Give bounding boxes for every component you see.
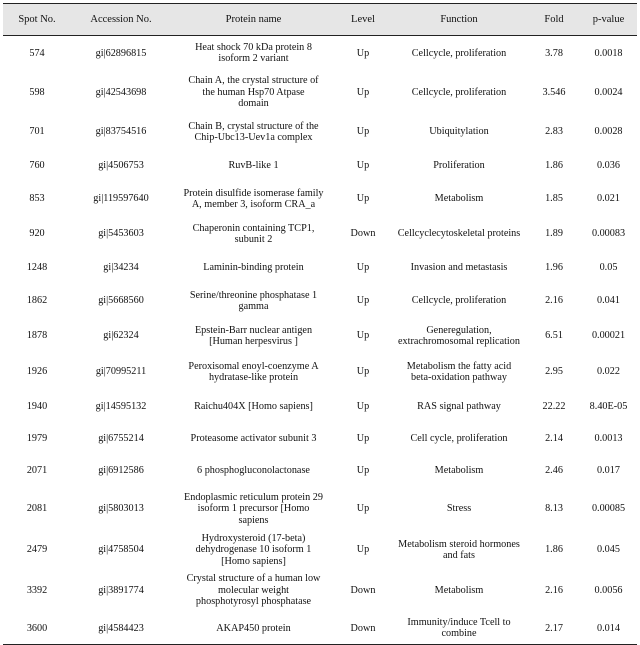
protein-name-cell-line: Protein disulfide isomerase family [183, 187, 324, 199]
spot-no-cell: 2081 [26, 503, 48, 515]
accession-no-cell: gi|3891774 [98, 584, 144, 596]
table-row [3, 455, 637, 487]
header-accession-no: Accession No. [71, 4, 171, 36]
fold-cell: 1.89 [545, 228, 563, 240]
function-cell [390, 115, 528, 150]
protein-name-cell-line: A, member 3, isoform CRA_a [191, 199, 316, 210]
protein-name-cell-line: [Human herpesvirus ] [209, 336, 298, 347]
table-row [3, 182, 637, 217]
spot-no-cell: 1940 [26, 400, 48, 412]
function-cell [390, 423, 528, 455]
function-cell [390, 613, 528, 645]
accession-no-cell: gi|4584423 [71, 613, 171, 645]
table-row [3, 217, 637, 252]
spot-no-cell: 574 [29, 47, 45, 59]
spot-no-cell: 3600 [3, 613, 71, 645]
spot-no-cell: 3392 [26, 584, 48, 596]
level-cell: Up [356, 432, 370, 444]
p-value-cell: 8.40E-05 [589, 400, 628, 412]
protein-name-cell-line: Peroxisomal enoyl-coenzyme A [188, 360, 319, 372]
fold-cell: 6.51 [545, 330, 563, 342]
fold-cell: 2.83 [545, 126, 563, 138]
table-row [3, 115, 637, 150]
function-cell-line: Metabolism the fatty acid [406, 360, 512, 372]
protein-name-cell-line: Endoplasmic reticulum protein 29 [184, 491, 323, 503]
protein-name-cell-line: 6 phosphogluconolactonase [197, 464, 310, 476]
level-cell: Up [356, 366, 370, 378]
function-cell-line: Metabolism steroid hormones [398, 538, 520, 550]
table-header [3, 4, 637, 36]
fold-cell: 22.22 [542, 400, 566, 412]
table-row [3, 71, 637, 115]
function-cell-line: Metabolism [434, 584, 484, 596]
p-value-cell: 0.00083 [591, 228, 626, 240]
protein-name-cell [171, 252, 336, 284]
protein-name-cell [171, 455, 336, 487]
level-cell: Up [356, 330, 370, 342]
accession-no-cell: gi|5803013 [98, 503, 144, 515]
header-row [3, 4, 637, 36]
spot-no-cell: 1862 [26, 295, 48, 307]
protein-name-cell [171, 354, 336, 391]
p-value-cell: 0.022 [597, 366, 620, 378]
function-cell [390, 455, 528, 487]
p-value-cell: 0.036 [597, 159, 620, 171]
accession-no-cell: gi|62896815 [95, 47, 147, 59]
function-cell-line: Metabolism [434, 464, 484, 476]
p-value-cell: 0.00085 [591, 503, 626, 515]
protein-name-cell [171, 284, 336, 319]
spot-no-cell: 853 [29, 193, 45, 205]
spot-no-cell: 2479 [26, 544, 48, 556]
protein-name-cell-line: Crystal structure of a human low [186, 573, 321, 585]
p-value-cell: 0.0013 [594, 432, 623, 444]
protein-name-cell-line: Heat shock 70 kDa protein 8 [195, 41, 312, 53]
protein-name-cell-line: Raichu404X [Homo sapiens] [194, 400, 313, 412]
table-row [3, 423, 637, 455]
function-cell-line: Ubiquitylation [429, 126, 489, 138]
spot-no-cell: 760 [29, 159, 45, 171]
protein-name-cell-line: Laminin-binding protein [203, 261, 304, 273]
p-value-cell: 0.014 [580, 613, 637, 645]
table-body [3, 36, 637, 645]
level-cell: Down [350, 228, 376, 240]
spot-no-cell: 1979 [26, 432, 48, 444]
protein-name-cell-line: phosphotyrosyl phosphatase [195, 596, 312, 608]
protein-name-cell-line: sapiens [238, 514, 269, 526]
function-cell-line: Proliferation [433, 159, 485, 171]
level-cell: Up [356, 503, 370, 515]
level-cell: Up [356, 400, 370, 412]
function-cell [390, 354, 528, 391]
p-value-cell: 0.0028 [594, 126, 623, 138]
protein-name-cell-line: isoform 2 variant [218, 53, 289, 65]
spot-no-cell: 1926 [26, 366, 48, 378]
level-cell: Up [356, 86, 370, 98]
function-cell-line: Cellcyclecytoskeletal proteins [397, 228, 521, 240]
fold-cell: 2.46 [545, 464, 563, 476]
function-cell-line: Stress [446, 503, 472, 515]
function-cell [390, 569, 528, 613]
protein-name-cell-line: isoform 1 precursor [Homo [197, 503, 310, 515]
protein-name-cell [171, 423, 336, 455]
spot-no-cell: 2071 [26, 464, 48, 476]
header-p-value: p-value [580, 4, 637, 36]
function-cell [390, 532, 528, 569]
protein-name-cell-line: RuvB-like 1 [228, 159, 279, 171]
protein-table [3, 3, 637, 645]
level-cell: Down [350, 584, 376, 596]
fold-cell: 1.86 [545, 544, 563, 556]
function-cell-line: Generegulation, [426, 324, 492, 336]
function-cell [390, 487, 528, 532]
protein-name-cell [171, 391, 336, 423]
protein-name-cell-line: the human Hsp70 Atpase [202, 86, 305, 98]
table-row [3, 487, 637, 532]
protein-table-container [3, 3, 637, 639]
p-value-cell: 0.041 [597, 295, 620, 307]
accession-no-cell: gi|42543698 [95, 86, 147, 98]
p-value-cell: 0.0024 [594, 86, 623, 98]
accession-no-cell: gi|6755214 [98, 432, 144, 444]
accession-no-cell: gi|6912586 [98, 464, 144, 476]
spot-no-cell: 920 [29, 228, 45, 240]
function-cell [390, 182, 528, 217]
protein-name-cell [171, 36, 336, 71]
spot-no-cell: 598 [29, 86, 45, 98]
accession-no-cell: gi|62324 [103, 330, 139, 342]
protein-name-cell [171, 217, 336, 252]
level-cell: Up [356, 544, 370, 556]
function-cell-line: Immunity/induce Tcell to [407, 616, 511, 628]
p-value-cell: 0.0056 [594, 584, 623, 596]
function-cell [390, 319, 528, 354]
protein-name-cell-line: Proteasome activator subunit 3 [190, 432, 317, 444]
protein-name-cell-line: Epstein-Barr nuclear antigen [194, 324, 313, 336]
level-cell: Down [336, 613, 390, 645]
fold-cell: 2.17 [528, 613, 580, 645]
table-row [3, 150, 637, 182]
function-cell [390, 150, 528, 182]
header-fold: Fold [528, 4, 580, 36]
function-cell-line: Cellcycle, proliferation [411, 295, 507, 307]
accession-no-cell: gi|4506753 [98, 159, 144, 171]
function-cell-line: Cellcycle, proliferation [411, 47, 507, 59]
function-cell-line: combine [441, 628, 477, 640]
level-cell: Up [356, 126, 370, 138]
protein-name-cell [171, 319, 336, 354]
level-cell: Up [356, 295, 370, 307]
accession-no-cell: gi|83754516 [95, 126, 147, 138]
function-cell-line: extrachromosomal replication [398, 336, 520, 347]
accession-no-cell: gi|14595132 [95, 400, 147, 412]
table-row [3, 532, 637, 569]
protein-name-cell-line: Hydroxysteroid (17-beta) [201, 532, 306, 544]
level-cell: Up [356, 47, 370, 59]
table-row [3, 36, 637, 71]
function-cell-line: beta-oxidation pathway [411, 372, 507, 383]
fold-cell: 3.546 [542, 86, 566, 98]
protein-name-cell-line: subunit 2 [234, 234, 273, 245]
protein-name-cell-line: domain [238, 98, 269, 110]
p-value-cell: 0.05 [599, 261, 618, 273]
p-value-cell: 0.00021 [591, 330, 626, 342]
accession-no-cell: gi|5668560 [98, 295, 144, 307]
protein-name-cell-line: [Homo sapiens] [221, 555, 286, 567]
table-row [3, 613, 637, 645]
table-row [3, 569, 637, 613]
table-row [3, 284, 637, 319]
accession-no-cell: gi|34234 [103, 261, 139, 273]
function-cell [390, 71, 528, 115]
function-cell [390, 284, 528, 319]
protein-name-cell-line: Serine/threonine phosphatase 1 [189, 289, 318, 301]
spot-no-cell: 701 [29, 126, 45, 138]
protein-name-cell-line: molecular weight [217, 584, 289, 596]
spot-no-cell: 1248 [26, 261, 48, 273]
header-protein-name: Protein name [171, 4, 336, 36]
protein-name-cell [171, 150, 336, 182]
protein-name-cell-line: gamma [238, 301, 269, 312]
level-cell: Up [356, 464, 370, 476]
p-value-cell: 0.0018 [594, 47, 623, 59]
protein-name-cell [171, 182, 336, 217]
header-function: Function [390, 4, 528, 36]
protein-name-cell-line: Chain A, the crystal structure of [188, 75, 319, 87]
protein-name-cell-line: Chip-Ubc13-Uev1a complex [194, 132, 313, 143]
table-row [3, 252, 637, 284]
table-row [3, 391, 637, 423]
function-cell-line: Cellcycle, proliferation [411, 86, 507, 98]
fold-cell: 2.14 [545, 432, 563, 444]
header-spot-no: Spot No. [3, 4, 71, 36]
header-level: Level [336, 4, 390, 36]
function-cell [390, 391, 528, 423]
accession-no-cell: gi|5453603 [98, 228, 144, 240]
level-cell: Up [356, 159, 370, 171]
function-cell-line: Invasion and metastasis [410, 261, 508, 273]
fold-cell: 2.95 [545, 366, 563, 378]
protein-name-cell [171, 71, 336, 115]
fold-cell: 1.85 [545, 193, 563, 205]
function-cell-line: RAS signal pathway [417, 400, 501, 412]
fold-cell: 8.13 [545, 503, 563, 515]
level-cell: Up [356, 193, 370, 205]
protein-name-cell [171, 115, 336, 150]
fold-cell: 1.96 [545, 261, 563, 273]
protein-name-cell [171, 569, 336, 613]
protein-name-cell-line: Chaperonin containing TCP1, [192, 222, 315, 234]
protein-name-cell-line: dehydrogenase 10 isoform 1 [195, 544, 312, 556]
level-cell: Up [356, 261, 370, 273]
function-cell-line: Cell cycle, proliferation [410, 432, 508, 444]
protein-name-cell [171, 487, 336, 532]
protein-name-cell-line: hydratase-like protein [208, 372, 299, 383]
fold-cell: 2.16 [545, 295, 563, 307]
function-cell [390, 36, 528, 71]
accession-no-cell: gi|70995211 [95, 366, 147, 378]
accession-no-cell: gi|119597640 [93, 193, 149, 205]
protein-name-cell-line: AKAP450 protein [216, 622, 291, 634]
spot-no-cell: 1878 [26, 330, 48, 342]
protein-name-cell [171, 532, 336, 569]
p-value-cell: 0.045 [597, 544, 620, 556]
p-value-cell: 0.021 [597, 193, 620, 205]
protein-name-cell [171, 613, 336, 645]
table-row [3, 354, 637, 391]
function-cell-line: Metabolism [434, 193, 484, 205]
fold-cell: 3.78 [545, 47, 563, 59]
table-row [3, 319, 637, 354]
p-value-cell: 0.017 [597, 464, 620, 476]
function-cell-line: and fats [443, 550, 475, 561]
fold-cell: 2.16 [545, 584, 563, 596]
protein-name-cell-line: Chain B, crystal structure of the [188, 120, 319, 132]
function-cell [390, 252, 528, 284]
accession-no-cell: gi|4758504 [98, 544, 144, 556]
fold-cell: 1.86 [545, 159, 563, 171]
function-cell [390, 217, 528, 252]
